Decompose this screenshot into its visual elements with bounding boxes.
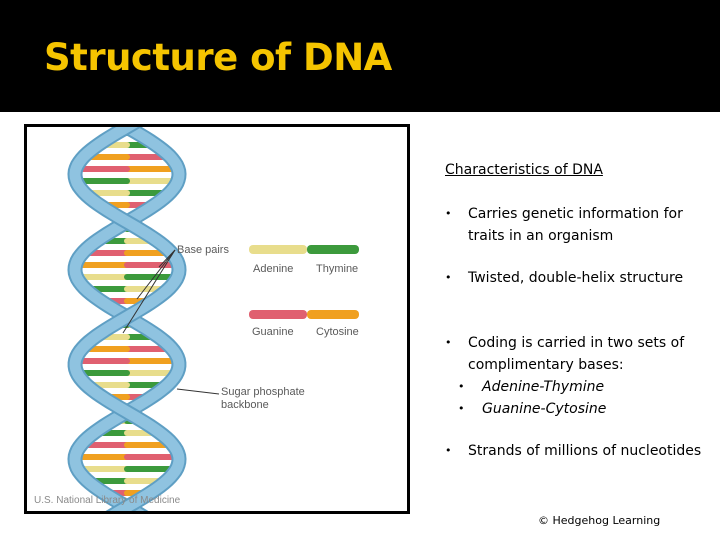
thymine-label: Thymine [316, 263, 359, 275]
bullet-item [445, 267, 705, 289]
sub-bullet-text: Guanine-Cytosine [482, 401, 607, 417]
slide-title: Structure of DNA [44, 36, 392, 79]
bullet-text: Coding is carried in two sets of complimentary bases: [468, 335, 685, 373]
bullet-text: Strands of millions of nucleotides [468, 443, 702, 459]
bullet-glyph: • [445, 207, 452, 220]
bullet-item [445, 203, 705, 247]
bullet-text: Carries genetic information for traits in an organism [468, 206, 683, 244]
adenine-bar [249, 245, 307, 254]
sub-bullet-glyph: • [458, 380, 465, 393]
cytosine-label: Cytosine [316, 326, 359, 338]
sub-bullet-glyph: • [458, 402, 465, 415]
image-credit: U.S. National Library of Medicine [34, 495, 181, 506]
double-helix [75, 127, 179, 511]
backbone-label-line1: Sugar phosphate [221, 386, 305, 398]
bullet-glyph: • [445, 444, 452, 457]
sub-bullet-text: Adenine-Thymine [482, 379, 605, 395]
dna-helix-illustration [27, 127, 407, 511]
bullet-item [445, 332, 705, 420]
sub-bullet [458, 376, 705, 398]
bullet-item [445, 440, 705, 462]
bullet-text: Twisted, double-helix structure [468, 270, 684, 286]
guanine-bar [249, 310, 307, 319]
adenine-label: Adenine [253, 263, 294, 275]
base-pairs-label: Base pairs [177, 244, 229, 256]
bullet-glyph: • [445, 271, 452, 284]
legend-guanine-cytosine [249, 310, 359, 319]
footer-credit: © Hedgehog Learning [538, 514, 661, 527]
thymine-bar [307, 245, 359, 254]
cytosine-bar [307, 310, 359, 319]
backbone-label-line2: backbone [221, 399, 269, 411]
guanine-label: Guanine [252, 326, 294, 338]
legend-adenine-thymine [249, 245, 359, 254]
sub-bullet [458, 398, 705, 420]
characteristics-heading: Characteristics of DNA [445, 162, 603, 178]
bullet-glyph: • [445, 336, 452, 349]
dna-figure [24, 124, 410, 514]
sugar-phosphate-backbone-b [75, 127, 179, 511]
title-bar [0, 0, 720, 112]
